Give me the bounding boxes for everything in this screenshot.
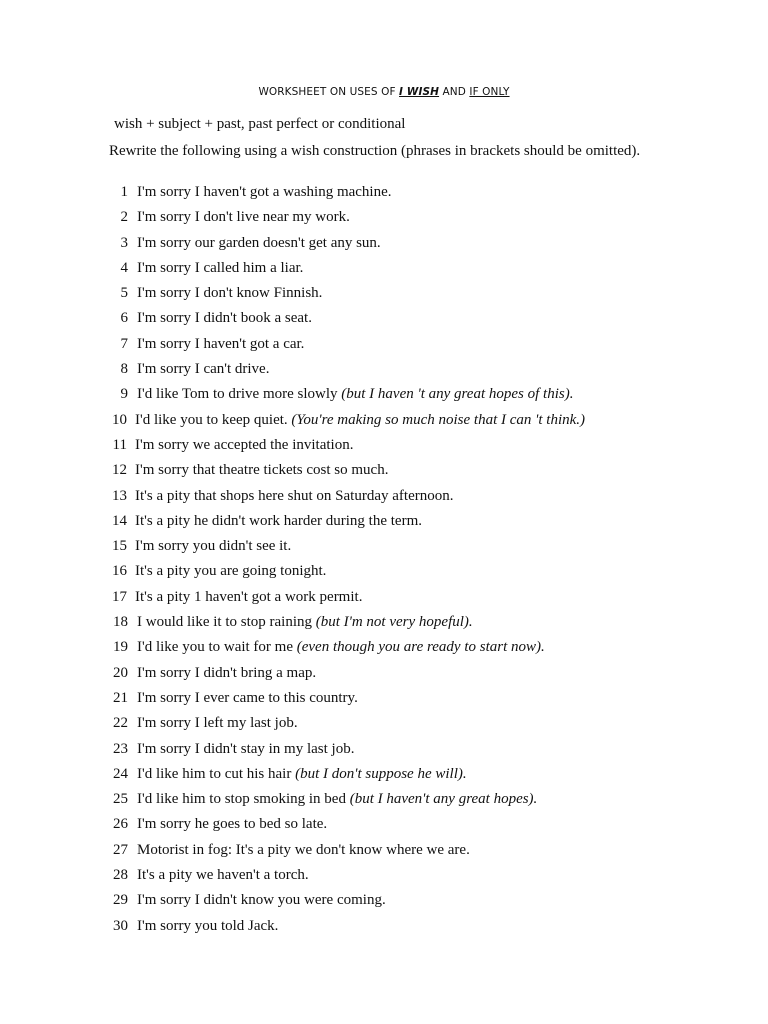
exercise-item <box>0 559 768 584</box>
item-number: 29 <box>113 892 128 909</box>
item-number: 24 <box>113 765 128 782</box>
item-number: 23 <box>113 740 128 757</box>
item-text: I'm sorry I haven't got a washing machine. <box>137 184 392 200</box>
item-note: (but I don't suppose he will). <box>295 765 467 782</box>
item-text: I'd like him to cut his hair <box>137 765 296 782</box>
item-body <box>137 812 327 837</box>
exercise-item <box>0 382 768 407</box>
item-text: I'm sorry I didn't bring a map. <box>137 664 317 681</box>
item-body <box>137 332 304 357</box>
title-i-wish: I WISH <box>399 86 440 98</box>
exercise-item <box>0 231 768 256</box>
item-body <box>135 559 326 584</box>
item-number: 12 <box>112 462 127 479</box>
item-body <box>137 205 350 230</box>
item-text: I'm sorry I didn't book a seat. <box>137 310 312 327</box>
exercise-item <box>0 585 768 610</box>
item-number: 3 <box>120 234 128 251</box>
item-body <box>135 509 422 534</box>
item-number: 10 <box>112 411 127 428</box>
exercise-item <box>0 787 768 812</box>
item-number: 8 <box>120 361 128 378</box>
item-text: I'm sorry that theatre tickets cost so much. <box>135 462 389 479</box>
item-body <box>137 737 354 762</box>
title-prefix: WORKSHEET ON USES OF <box>258 86 400 98</box>
item-text: I would like it to stop raining <box>137 614 316 631</box>
exercise-item <box>0 863 768 888</box>
item-body <box>135 458 388 483</box>
item-number: 30 <box>113 917 128 934</box>
item-body <box>137 382 573 407</box>
item-number: 1 <box>120 184 128 200</box>
item-number: 28 <box>113 867 128 884</box>
exercise-item <box>0 661 768 686</box>
exercise-item <box>0 635 768 660</box>
exercise-item <box>0 534 768 559</box>
item-text: I'm sorry I don't know Finnish. <box>137 285 323 302</box>
item-text: I'd like Tom to drive more slowly <box>137 386 342 403</box>
item-body <box>137 357 269 382</box>
item-number: 21 <box>113 689 128 706</box>
item-text: I'm sorry I can't drive. <box>137 361 270 378</box>
exercise-item <box>0 509 768 534</box>
item-text: I'm sorry you didn't see it. <box>135 538 292 555</box>
item-text: I'm sorry I left my last job. <box>137 715 298 732</box>
item-number: 26 <box>113 816 128 833</box>
item-number: 18 <box>113 614 128 631</box>
item-body <box>137 231 381 256</box>
exercise-item <box>0 180 768 205</box>
item-number: 14 <box>112 512 127 529</box>
exercise-item <box>0 484 768 509</box>
exercise-item <box>0 256 768 281</box>
item-body <box>137 635 545 660</box>
item-text: I'm sorry I haven't got a car. <box>137 335 305 352</box>
item-body <box>137 863 309 888</box>
item-body <box>137 914 278 939</box>
exercise-item <box>0 812 768 837</box>
grammar-formula: wish + subject + past, past perfect or conditional <box>114 116 406 132</box>
item-body <box>137 610 473 635</box>
item-number: 17 <box>112 588 127 605</box>
item-note: (You're making so much noise that I can 't think.) <box>291 411 586 428</box>
worksheet-title <box>0 86 768 98</box>
exercise-item <box>0 610 768 635</box>
item-body <box>137 838 470 863</box>
exercise-list <box>0 180 768 939</box>
item-text: It's a pity that shops here shut on Saturday afternoon. <box>135 487 454 504</box>
item-body <box>135 585 362 610</box>
exercise-item <box>0 332 768 357</box>
exercise-item <box>0 458 768 483</box>
item-body <box>137 180 392 205</box>
item-number: 19 <box>113 639 128 656</box>
exercise-item <box>0 711 768 736</box>
item-text: It's a pity he didn't work harder during the term. <box>135 512 422 529</box>
item-note: (even though you are ready to start now). <box>296 639 545 656</box>
item-note: (but I'm not very hopeful). <box>315 614 473 631</box>
item-text: I'm sorry you told Jack. <box>137 917 279 934</box>
exercise-item <box>0 914 768 939</box>
item-number: 25 <box>113 791 128 808</box>
exercise-item <box>0 838 768 863</box>
item-number: 4 <box>120 259 128 276</box>
item-text: I'm sorry I ever came to this country. <box>137 689 358 706</box>
item-body <box>137 306 312 331</box>
item-number: 16 <box>112 563 127 580</box>
exercise-item <box>0 306 768 331</box>
item-text: I'd like him to stop smoking in bed <box>137 791 350 808</box>
item-number: 13 <box>112 487 127 504</box>
item-body <box>137 256 303 281</box>
item-number: 15 <box>112 538 127 555</box>
exercise-item <box>0 357 768 382</box>
item-text: I'm sorry I didn't stay in my last job. <box>137 740 355 757</box>
item-text: I'd like you to wait for me <box>137 639 297 656</box>
item-number: 27 <box>113 841 128 858</box>
item-body <box>137 762 467 787</box>
item-text: It's a pity 1 haven't got a work permit. <box>135 588 363 605</box>
item-body <box>137 711 298 736</box>
item-text: I'm sorry he goes to bed so late. <box>137 816 328 833</box>
item-text: Motorist in fog: It's a pity we don't know where we are. <box>137 841 470 858</box>
item-number: 9 <box>120 386 128 403</box>
exercise-item <box>0 408 768 433</box>
item-text: I'd like you to keep quiet. <box>135 411 292 428</box>
item-number: 22 <box>113 715 128 732</box>
instruction-text: Rewrite the following using a wish construction (phrases in brackets should be omitted). <box>109 143 641 159</box>
item-text: I'm sorry I don't live near my work. <box>137 209 350 226</box>
exercise-item <box>0 762 768 787</box>
item-body <box>135 534 291 559</box>
item-number: 7 <box>120 335 128 352</box>
item-text: It's a pity you are going tonight. <box>135 563 327 580</box>
item-text: I'm sorry we accepted the invitation. <box>135 436 354 453</box>
item-note: (but I haven 't any great hopes of this). <box>341 386 574 403</box>
exercise-item <box>0 281 768 306</box>
item-number: 5 <box>120 285 128 302</box>
exercise-item <box>0 433 768 458</box>
item-text: I'm sorry I didn't know you were coming. <box>137 892 386 909</box>
exercise-item <box>0 205 768 230</box>
title-middle: AND <box>439 86 470 98</box>
item-body <box>135 433 353 458</box>
item-note: (but I haven't any great hopes). <box>349 791 538 808</box>
item-body <box>137 661 316 686</box>
title-if-only: IF ONLY <box>469 86 510 98</box>
exercise-item <box>0 686 768 711</box>
item-body <box>135 484 453 509</box>
item-number: 11 <box>112 436 127 453</box>
item-text: It's a pity we haven't a torch. <box>137 867 309 884</box>
item-text: I'm sorry I called him a liar. <box>137 259 304 276</box>
exercise-item <box>0 737 768 762</box>
exercise-item <box>0 888 768 913</box>
item-number: 20 <box>113 664 128 681</box>
item-number: 2 <box>120 209 128 226</box>
item-body <box>137 281 322 306</box>
item-body <box>135 408 585 433</box>
item-body <box>137 686 358 711</box>
item-body <box>137 888 386 913</box>
item-body <box>137 787 537 812</box>
item-text: I'm sorry our garden doesn't get any sun. <box>137 234 381 251</box>
item-number: 6 <box>120 310 128 327</box>
